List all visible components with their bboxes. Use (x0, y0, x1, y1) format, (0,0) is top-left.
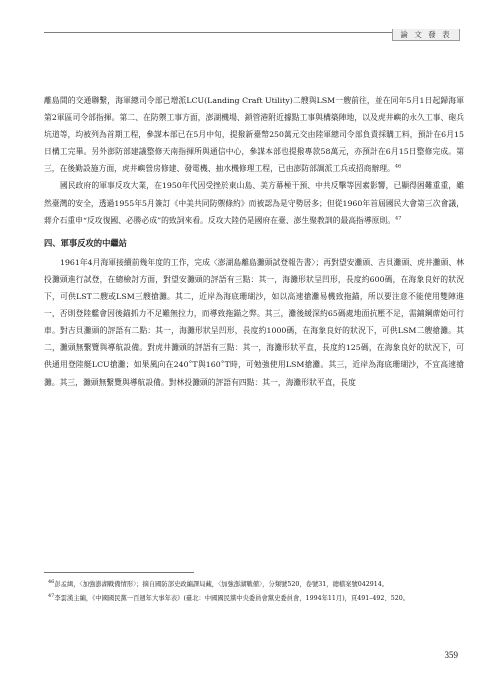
page-number: 359 (444, 650, 458, 660)
paragraph: 國民政府的軍事反攻大業，在1950年代因受挫於東山島、美方幕極干預、中共反擊等因素影響，已顯得困難重重，雖然臺灣的安全，透過1955年5月簽訂《中美共同防禦條約》而被認為是守勢居多；但從1960年首屆國民大會第三次會議，蔣介石重申“反攻復國、必勝必成”的致詞來看。反攻大陸仍是國府在臺、澎生聚教訓的最高指導原則。$^{47}$ (44, 181, 464, 225)
footnote: $^{47}$李雲漢主編，《中國國民黨一百週年大事年表》(臺北：中國國民黨中央委員會黨史委員會，1994年11月)，頁491–492、520。 (48, 592, 410, 602)
paragraph: 離島間的交通聯繫，海軍總司令部已增派LCU(Landing Craft Utility)二艘與LSM一艘前往，並在同年5月1日起歸海軍第2軍區司令部指揮。第二、在防禦工事方面，澎湖機場、鎖管港附近據點工事與構築陣地，以及虎井嶼的永久工事、砲兵坑道等，均被列為首期工程，參謀本部已在5月中旬，提撥新臺幣250萬元交由陸軍總司令部負責採購工料，預計在6月15日構工完畢。另外澎防部建議整修天南指揮所與通信中心，參謀本部也提撥專款58萬元，亦預計在6月15日整修完成。第三，在後勤設施方面，虎井嶼營房修建、發電機、抽水機修理工程，已由澎防部調派工兵或招商辦理。$^{46}$ (44, 96, 464, 174)
footnote-marker[interactable]: 46 (394, 163, 402, 170)
paragraph: 1961年4月海軍接續前幾年度的工作，完成〈澎湖島離島灘頭試登報告書〉；再對望安灘頭、吉貝灘頭、虎井灘頭、林投灘頭進行試登，在總檢討方面，對望安灘頭的評語有三點：其一，海灘形狀呈凹形，長度約600碼，在海象良好的狀況下，可供LST二艘或LSM三艘搶灘。其二，近岸為海底珊瑚沙，如以高速搶灘易機致拖錨，所以要注意不能使用雙陣進一，否則登陸艦會因後錨抓力不足難無拉力，而導致拖錨之弊。其三，灘後緩深約65碼處地面抗壓不足，需鋪鋼蓆始可行車。對吉貝灘頭的評語有二點：其一，海灘形狀呈凹形，長度約1000碼，在海象良好的狀況下，可供LSM二艘搶灘。其二，灘頭無繫覽與導航設備。對虎井灘頭的評語有三點：其一，海灘形狀平直，長度約125碼，在海象良好的狀況下，可供通用登陸艇LCU搶灘；如果風向在240˚T與160˚T時，可勉強使用LSM搶灘。其三，近岸為海底珊瑚沙，不宜高速搶灘。其三，灘頭無繫覽與導航設備。對林投灘頭的評語有四點：其一，海灘形狀平直，長度 (44, 257, 464, 387)
footnote: $^{46}$彭孟緝，〈加強澎湖戰備情形〉；摘自國防部史政編譯局藏，〈加強澎湖戰備〉，分類號520，卷號31，總檔案號042914。 (48, 578, 389, 588)
article-body (44, 92, 464, 391)
footnote-divider (44, 572, 194, 573)
section-label: 論 文 發 表 (392, 29, 460, 41)
section-heading: 四、軍事反攻的中繼站 (44, 237, 127, 248)
footnotes (44, 572, 464, 607)
footnote-marker[interactable]: 47 (395, 215, 402, 222)
